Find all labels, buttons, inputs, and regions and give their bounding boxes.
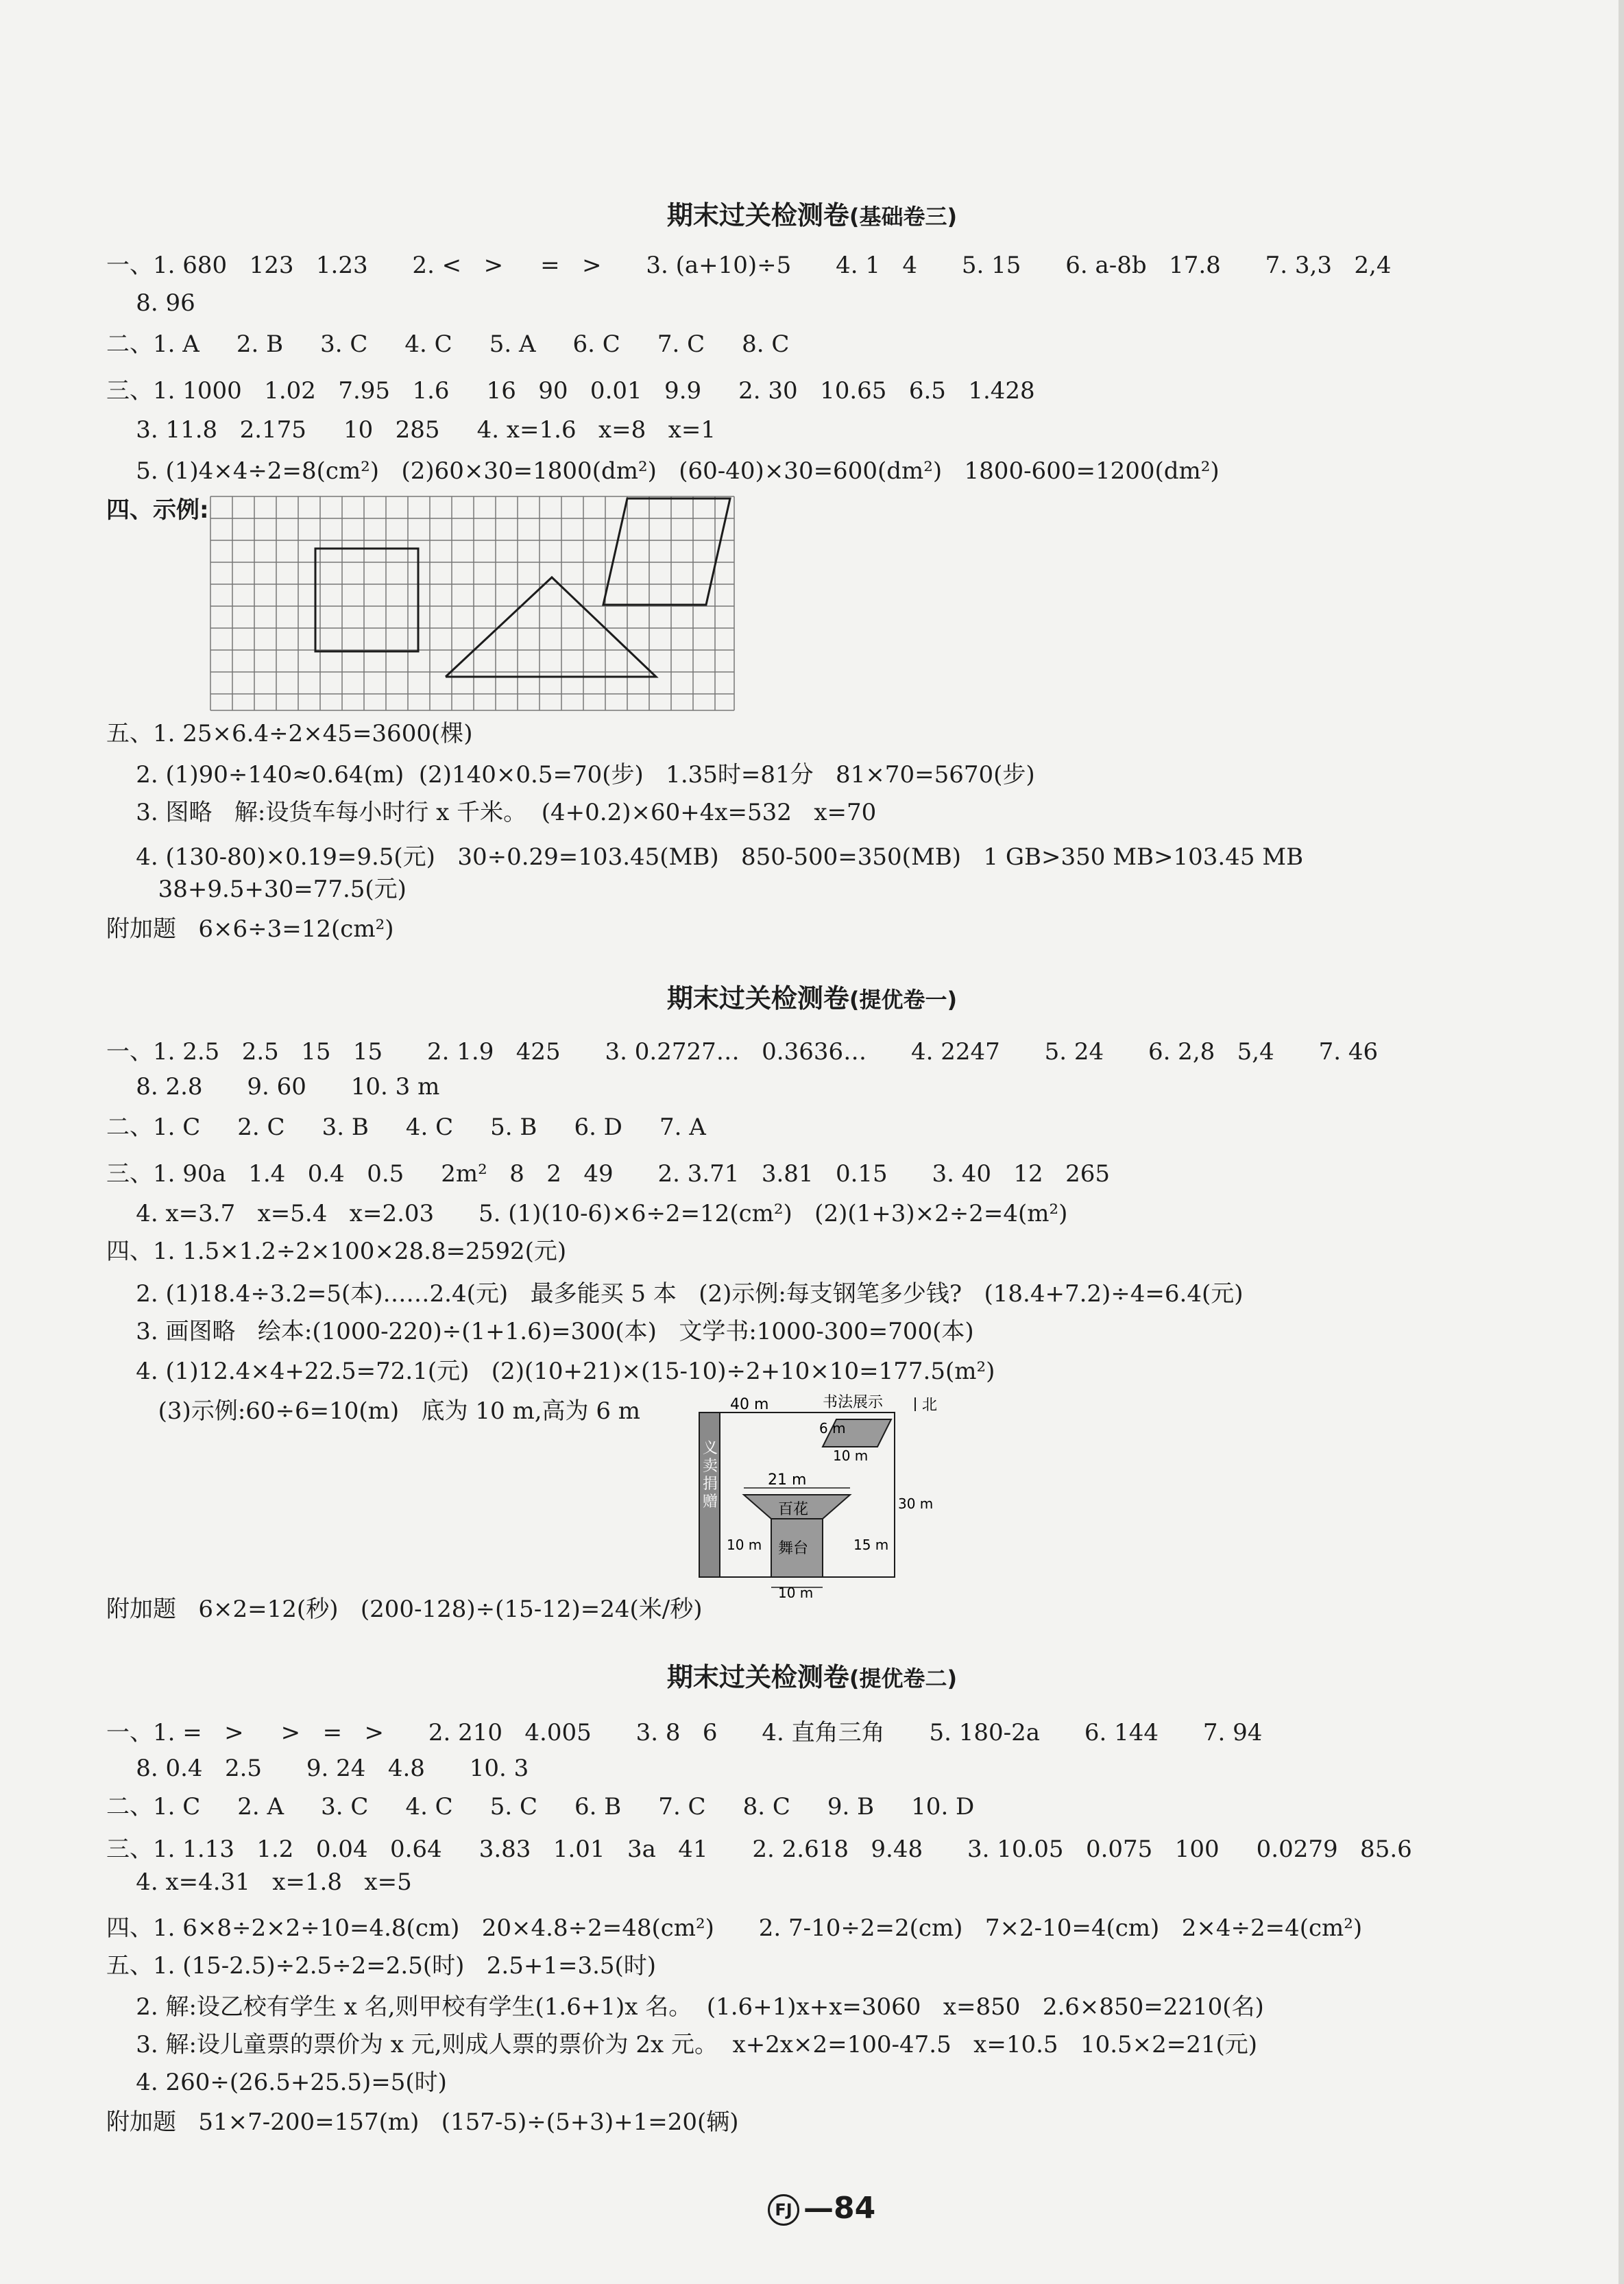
s1-line-2: 8. 96 — [106, 289, 195, 317]
s3-line-10: 4. 260÷(26.5+25.5)=5(时) — [106, 2069, 447, 2096]
s1-line-1: 一、1. 680 123 1.23 2. < > = > 3. (a+10)÷5 4. 1 4 5. 15 6. a-8b 17.8 7. 3,3 2,4 — [106, 252, 1392, 279]
s3-line-11: 附加题 51×7-200=157(m) (157-5)÷(5+3)+1=20(辆) — [106, 2108, 739, 2136]
label-side-6: 6 m — [819, 1420, 846, 1436]
s1-line-10: 3. 图略 解:设货车每小时行 x 千米。 (4+0.2)×60+4x=532 x=70 — [106, 799, 877, 826]
page-edge — [1619, 0, 1624, 2284]
s2-line-1: 一、1. 2.5 2.5 15 15 2. 1.9 425 3. 0.2727… 0.3636… 4. 2247 5. 24 6. 2,8 5,4 7. 46 — [106, 1038, 1379, 1066]
s1-line-4: 三、1. 1000 1.02 7.95 1.6 16 90 0.01 9.9 2. 30 10.65 6.5 1.428 — [106, 377, 1035, 405]
s2-line-6: 四、1. 1.5×1.2÷2×100×28.8=2592(元) — [106, 1238, 567, 1265]
s2-line-5: 4. x=3.7 x=5.4 x=2.03 5. (1)(10-6)×6÷2=12(cm²) (2)(1+3)×2÷2=4(m²) — [106, 1200, 1068, 1227]
s3-line-1: 一、1. = > > = > 2. 210 4.005 3. 8 6 4. 直角三角 5. 180-2a 6. 144 7. 94 — [106, 1719, 1263, 1746]
s3-line-4: 三、1. 1.13 1.2 0.04 0.64 3.83 1.01 3a 41 2. 2.618 9.48 3. 10.05 0.075 100 0.0279 85.6 — [106, 1836, 1412, 1863]
triangle-shape — [446, 577, 656, 677]
s1-line-12: 38+9.5+30=77.5(元) — [106, 876, 407, 903]
label-side-10-left: 10 m — [727, 1537, 762, 1553]
s3-line-6: 四、1. 6×8÷2×2÷10=4.8(cm) 20×4.8÷2=48(cm²) 2. 7-10÷2=2(cm) 7×2-10=4(cm) 2×4÷2=4(cm²) — [106, 1914, 1363, 1942]
s1-line-11: 4. (130-80)×0.19=9.5(元) 30÷0.29=103.45(MB) 850-500=350(MB) 1 GB>350 MB>103.45 MB — [106, 843, 1304, 871]
s2-line-8: 3. 画图略 绘本:(1000-220)÷(1+1.6)=300(本) 文学书:1000-300=700(本) — [106, 1318, 974, 1345]
s3-line-5: 4. x=4.31 x=1.8 x=5 — [106, 1868, 412, 1896]
s2-line-3: 二、1. C 2. C 3. B 4. C 5. B 6. D 7. A — [106, 1114, 706, 1141]
label-flower: 百花 — [778, 1501, 809, 1518]
page-number-value: 84 — [834, 2191, 876, 2226]
s1-line-7: 四、示例: — [106, 496, 209, 524]
label-left-strip: 义卖捐赠 — [702, 1440, 718, 1511]
page-number: FJ —84 — [768, 2191, 875, 2226]
label-top-width: 40 m — [730, 1396, 769, 1413]
s2-line-7: 2. (1)18.4÷3.2=5(本)……2.4(元) 最多能买 5 本 (2)示例:每支钢笔多少钱? (18.4+7.2)÷4=6.4(元) — [106, 1280, 1244, 1308]
grid-drawing — [209, 495, 737, 714]
parallelogram-shape — [603, 498, 730, 605]
site-plan-figure — [692, 1392, 946, 1604]
s2-line-9: 4. (1)12.4×4+22.5=72.1(元) (2)(10+21)×(15-10)÷2+10×10=177.5(m²) — [106, 1358, 995, 1385]
s3-line-8: 2. 解:设乙校有学生 x 名,则甲校有学生(1.6+1)x 名。 (1.6+1)x+x=3060 x=850 2.6×850=2210(名) — [106, 1993, 1264, 2021]
s1-line-5: 3. 11.8 2.175 10 285 4. x=1.6 x=8 x=1 — [106, 416, 716, 444]
label-bottom-10: 10 m — [778, 1585, 814, 1598]
label-stage: 舞台 — [778, 1540, 809, 1557]
label-exhibit: 书法展示 — [823, 1394, 884, 1411]
s1-line-9: 2. (1)90÷140≈0.64(m) (2)140×0.5=70(步) 1.35时=81分 81×70=5670(步) — [106, 761, 1035, 789]
grid-figure — [209, 495, 737, 721]
s1-line-13: 附加题 6×6÷3=12(cm²) — [106, 915, 394, 943]
s2-line-10: (3)示例:60÷6=10(m) 底为 10 m,高为 6 m — [106, 1397, 641, 1425]
s3-line-3: 二、1. C 2. A 3. C 4. C 5. C 6. B 7. C 8. C 9. B 10. D — [106, 1793, 975, 1820]
s2-line-4: 三、1. 90a 1.4 0.4 0.5 2m² 8 2 49 2. 3.71 3.81 0.15 3. 40 12 265 — [106, 1160, 1111, 1188]
s3-line-7: 五、1. (15-2.5)÷2.5÷2=2.5(时) 2.5+1=3.5(时) — [106, 1952, 657, 1980]
s2-line-11: 附加题 6×2=12(秒) (200-128)÷(15-12)=24(米/秒) — [106, 1596, 703, 1623]
label-side-10-top: 10 m — [833, 1447, 869, 1464]
s3-line-9: 3. 解:设儿童票的票价为 x 元,则成人票的票价为 2x 元。 x+2x×2=100-47.5 x=10.5 10.5×2=21(元) — [106, 2031, 1258, 2058]
page-mark-icon: FJ — [768, 2194, 799, 2226]
section-2-title: 期末过关检测卷(提优卷一) — [666, 983, 958, 1013]
label-flower-width: 21 m — [768, 1471, 807, 1489]
s1-line-6: 5. (1)4×4÷2=8(cm²) (2)60×30=1800(dm²) (60-40)×30=600(dm²) 1800-600=1200(dm²) — [106, 457, 1220, 485]
label-north: 北 — [922, 1397, 938, 1414]
s2-line-2: 8. 2.8 9. 60 10. 3 m — [106, 1073, 440, 1101]
s1-line-3: 二、1. A 2. B 3. C 4. C 5. A 6. C 7. C 8. C — [106, 330, 790, 358]
label-side-15: 15 m — [853, 1537, 889, 1553]
site-plan-drawing — [692, 1392, 946, 1598]
s1-line-8: 五、1. 25×6.4÷2×45=3600(棵) — [106, 720, 473, 747]
square-shape — [315, 549, 418, 651]
section-3-title: 期末过关检测卷(提优卷二) — [666, 1662, 958, 1692]
label-side-30: 30 m — [898, 1495, 934, 1512]
section-1-title: 期末过关检测卷(基础卷三) — [666, 200, 958, 230]
s3-line-2: 8. 0.4 2.5 9. 24 4.8 10. 3 — [106, 1755, 529, 1782]
